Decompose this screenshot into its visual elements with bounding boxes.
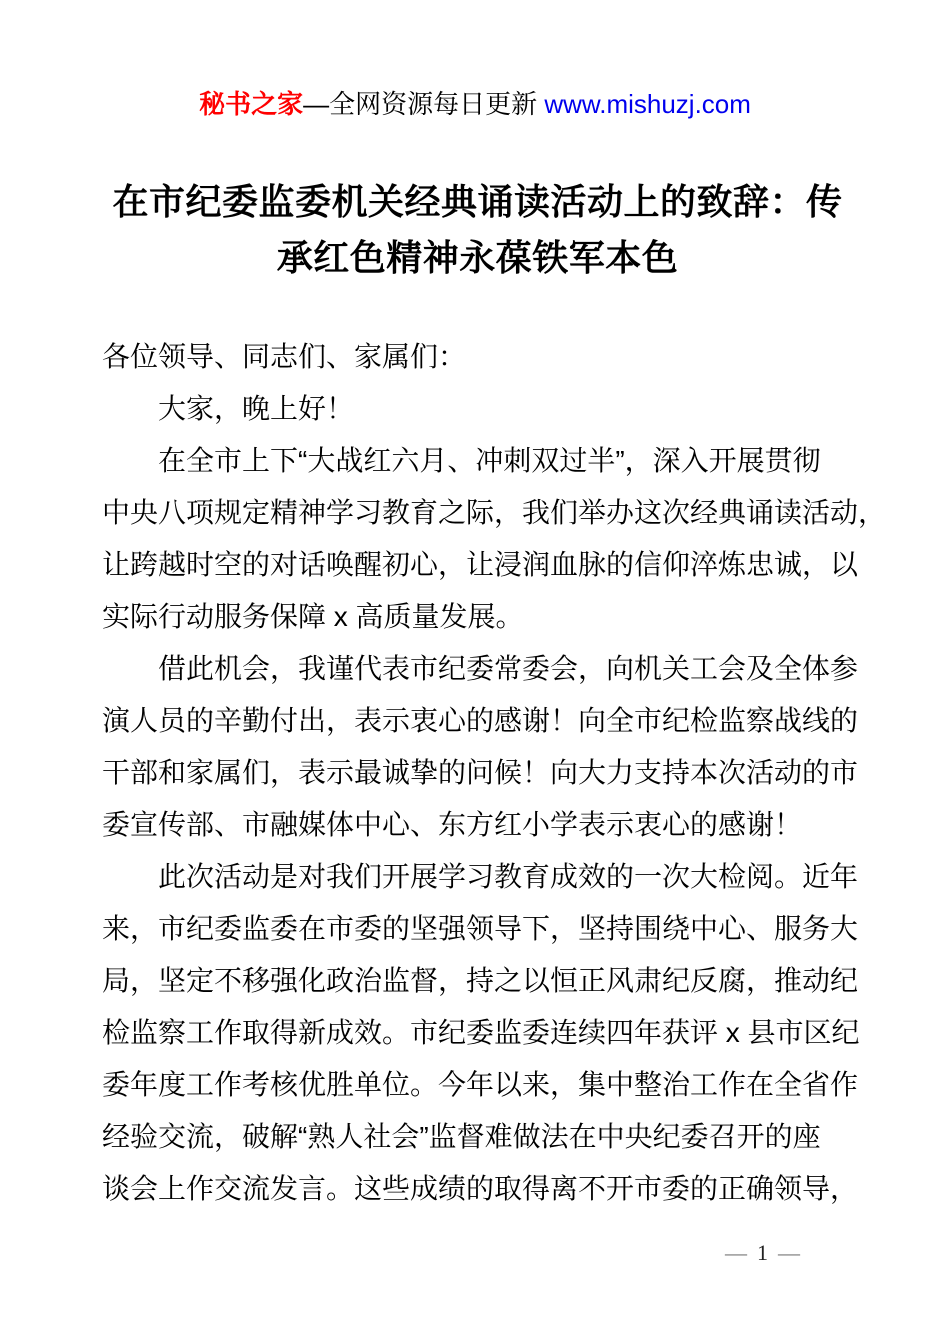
- body-line: 在全市上下“大战红六月、冲刺双过半”，深入开展贯彻: [158, 445, 821, 476]
- page-number-dash-left: —: [725, 1240, 747, 1265]
- body-line: 来，市纪委监委在市委的坚强领导下，坚持围绕中心、服务大: [102, 913, 859, 944]
- page-number-dash-right: —: [778, 1240, 800, 1265]
- page-number: [100, 1240, 855, 1266]
- body-line: 局，坚定不移强化政治监督，持之以恒正风肃纪反腐，推动纪: [102, 965, 859, 996]
- body-line: 干部和家属们，表示最诚挚的问候！向大力支持本次活动的市: [102, 757, 859, 788]
- page-number-value: 1: [757, 1240, 768, 1265]
- body-line: 各位领导、同志们、家属们：: [102, 341, 467, 372]
- body-line: 委年度工作考核优胜单位。今年以来，集中整治工作在全省作: [102, 1069, 859, 1100]
- site-url-link[interactable]: www.mishuzj.com: [544, 89, 751, 119]
- site-name: 秘书之家: [199, 89, 304, 119]
- body-line: 委宣传部、市融媒体中心、东方红小学表示衷心的感谢！: [102, 809, 803, 840]
- document-title-line-2: 承红色精神永葆铁军本色: [276, 237, 679, 278]
- body-line: 大家，晚上好！: [158, 393, 355, 424]
- body-line: 此次活动是对我们开展学习教育成效的一次大检阅。近年: [158, 861, 859, 892]
- body-line: 实际行动服务保障 x 高质量发展。: [102, 601, 524, 632]
- site-tagline: —全网资源每日更新: [303, 89, 545, 119]
- body-line: 中央八项规定精神学习教育之际，我们举办这次经典诵读活动，: [102, 497, 887, 528]
- body-line: 借此机会，我谨代表市纪委常委会，向机关工会及全体参: [158, 653, 859, 684]
- body-line: 演人员的辛勤付出，表示衷心的感谢！向全市纪检监察战线的: [102, 705, 859, 736]
- body-line: 让跨越时空的对话唤醒初心，让浸润血脉的信仰淬炼忠诚，以: [102, 549, 859, 580]
- document-title-line-1: 在市纪委监委机关经典诵读活动上的致辞：传: [112, 181, 843, 222]
- document-body: [102, 331, 887, 1215]
- document-title: [100, 174, 855, 286]
- body-line: 谈会上作交流发言。这些成绩的取得离不开市委的正确领导，: [102, 1173, 859, 1204]
- body-line: 经验交流，破解“熟人社会”监督难做法在中央纪委召开的座: [102, 1121, 821, 1152]
- body-line: 检监察工作取得新成效。市纪委监委连续四年获评 x 县市区纪: [102, 1017, 860, 1048]
- site-header: [0, 89, 950, 119]
